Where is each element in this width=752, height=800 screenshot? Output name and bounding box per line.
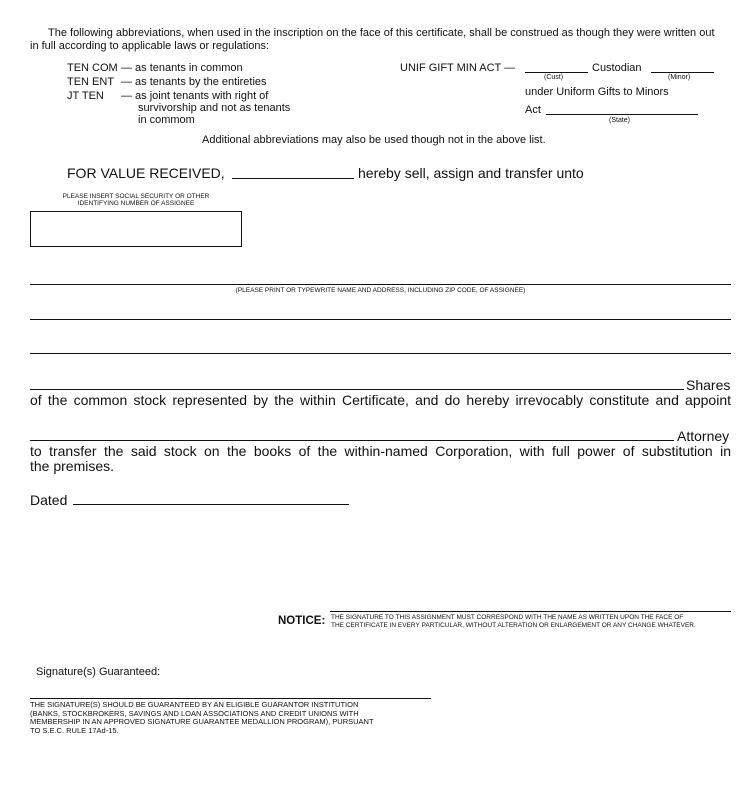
assignee-print-label: (PLEASE PRINT OR TYPEWRITE NAME AND ADDRESS, INCLUDING ZIP CODE, OF ASSIGNEE) (235, 287, 526, 294)
address-line-2[interactable] (30, 353, 731, 354)
minor-caption: (Minor) (668, 74, 691, 81)
value-received-label: FOR VALUE RECEIVED, (67, 165, 225, 181)
abbr-jt-ten: JT TEN (67, 90, 104, 102)
ssn-label-2: IDENTIFYING NUMBER OF ASSIGNEE (77, 200, 195, 207)
transfer-line-1: to transfer the said stock on the books of the within-named Corporation, with full power of substitution in (30, 443, 731, 459)
guarantee-notice (30, 701, 374, 735)
state-caption: (State) (609, 117, 631, 124)
guarantee-line-2: (BANKS, STOCKBROKERS, SAVINGS AND LOAN ASSOCIATIONS AND CREDIT UNIONS WITH (30, 708, 359, 718)
cust-line[interactable] (525, 72, 588, 73)
abbr-ten-ent: TEN ENT (67, 76, 115, 88)
notice-label: NOTICE: (278, 615, 326, 627)
shares-label: Shares (686, 377, 731, 393)
guarantee-line-4: TO S.E.C. RULE 17Ad-15. (30, 725, 119, 735)
gift-label: UNIF GIFT MIN ACT — (400, 62, 516, 74)
shares-line[interactable] (30, 389, 684, 390)
value-line[interactable] (232, 178, 354, 179)
uniform-gifts-label: under Uniform Gifts to Minors (525, 86, 669, 98)
custodian-label: Custodian (592, 62, 642, 74)
guarantee-line-3: MEMBERSHIP IN AN APPROVED SIGNATURE GUARANTEE MEDALLION PROGRAM), PURSUANT (30, 717, 374, 727)
dated-line[interactable] (73, 504, 349, 505)
stock-line: of the common stock represented by the within Certificate, and do hereby irrevocably constitute and appoint (30, 392, 731, 408)
sell-assign-text: hereby sell, assign and transfer unto (358, 165, 584, 181)
notice-text-2: THE CERTIFICATE IN EVERY PARTICULAR, WITHOUT ALTERATION OR ENLARGEMENT OR ANY CHANGE WHATEVER. (331, 622, 696, 629)
address-line-1[interactable] (30, 319, 731, 320)
ssn-box[interactable] (30, 211, 242, 247)
minor-line[interactable] (651, 72, 714, 73)
notice-text-1: THE SIGNATURE TO THIS ASSIGNMENT MUST CORRESPOND WITH THE NAME AS WRITTEN UPON THE FACE OF (331, 614, 684, 621)
dated-label: Dated (30, 492, 68, 508)
additional-note: Additional abbreviations may also be used though not in the above list. (202, 134, 546, 146)
abbr-ten-com: TEN COM (67, 62, 118, 74)
cust-caption: (Cust) (544, 74, 564, 81)
abbr-jt-ten-cont-2: in commom (138, 114, 195, 126)
ssn-label-1: PLEASE INSERT SOCIAL SECURITY OR OTHER (62, 193, 210, 200)
abbr-ten-ent-meaning: — as tenants by the entireties (121, 76, 267, 88)
state-line[interactable] (546, 114, 698, 115)
intro-line-2: in full according to applicable laws or regulations: (30, 40, 270, 52)
transfer-line-2: the premises. (30, 458, 115, 474)
abbr-jt-ten-meaning: — as joint tenants with right of (121, 90, 269, 102)
abbr-ten-com-meaning: — as tenants in common (121, 62, 243, 74)
abbr-jt-ten-cont-1: survivorship and not as tenants (138, 102, 291, 114)
guarantor-line[interactable] (30, 698, 431, 699)
signature-guaranteed-label: Signature(s) Guaranteed: (36, 666, 161, 678)
intro-line-1: The following abbreviations, when used in the inscription on the face of this certificate, shall be construed as though they were written out (48, 27, 715, 39)
signature-line[interactable] (330, 611, 731, 612)
attorney-line[interactable] (30, 440, 674, 441)
act-label: Act (525, 104, 541, 116)
attorney-label: Attorney (677, 428, 730, 444)
assignee-name-line[interactable] (30, 284, 731, 285)
guarantee-line-1: THE SIGNATURE(S) SHOULD BE GUARANTEED BY AN ELIGIBLE GUARANTOR INSTITUTION (30, 700, 359, 709)
